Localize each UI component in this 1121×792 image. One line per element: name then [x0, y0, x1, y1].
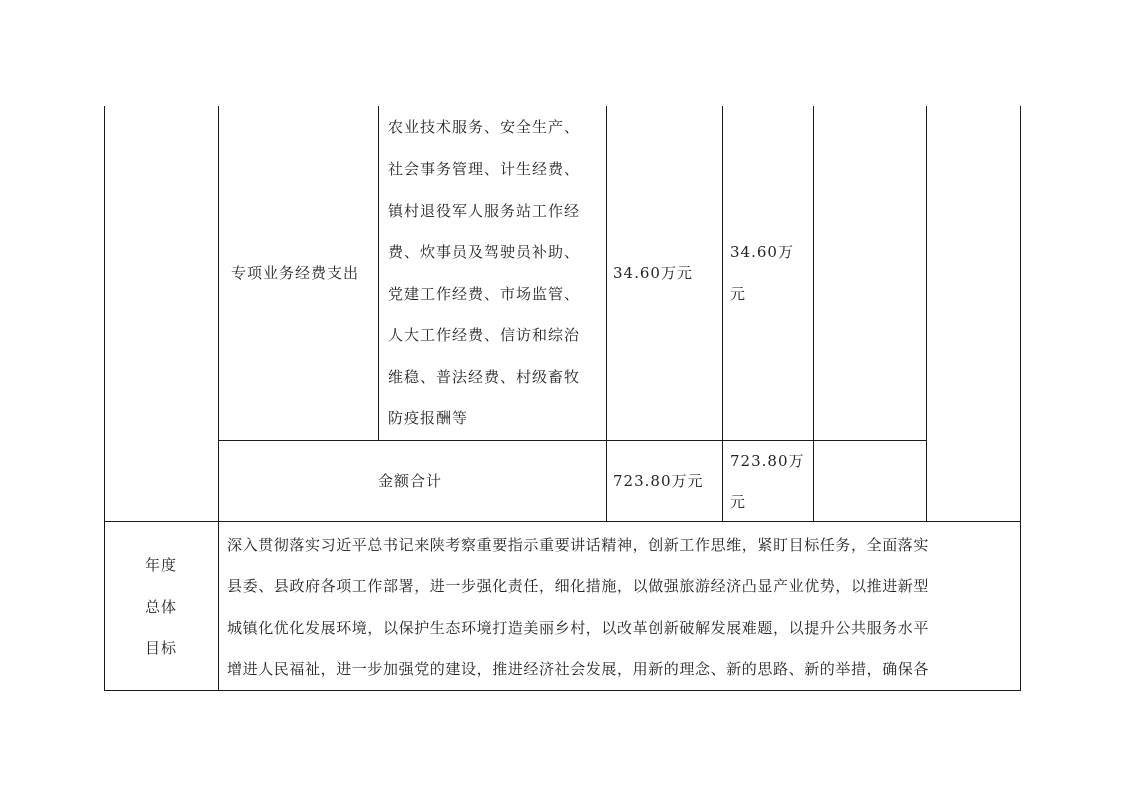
annual-goal-label-line: 目标: [145, 639, 178, 657]
table-border-right: [1020, 106, 1021, 691]
annual-goal-text-line: 城镇化优化发展环境，以保护生态环境打造美丽乡村，以改革创新破解发展难题，以提升公共服务水平: [227, 619, 930, 637]
annual-goal-text-line: 增进人民福祉，进一步加强党的建设，推进经济社会发展，用新的理念、新的思路、新的举措，确保各: [227, 660, 930, 678]
table-divider-col3: [606, 106, 607, 522]
table-divider-col1: [218, 106, 219, 691]
special-expense-amount2-line1: 34.60万: [730, 243, 794, 261]
total-amount2-line1: 723.80万: [730, 452, 805, 470]
special-expense-amount2-line2: 元: [730, 285, 747, 303]
annual-goal-text-line: 深入贯彻落实习近平总书记来陕考察重要指示重要讲话精神，创新工作思维，紧盯目标任务，全面落实: [227, 536, 930, 554]
total-amount: 723.80万元: [613, 472, 704, 490]
table-row-divider-goal: [104, 521, 1021, 522]
special-expense-content-line: 党建工作经费、市场监管、: [388, 285, 581, 303]
special-expense-content-line: 防疫报酬等: [388, 409, 469, 427]
table-divider-col4: [722, 106, 723, 522]
total-amount2-line2: 元: [730, 493, 747, 511]
table-border-left: [104, 106, 105, 691]
table-divider-col2: [378, 106, 379, 441]
special-expense-amount: 34.60万元: [613, 264, 693, 282]
special-expense-content-line: 人大工作经费、信访和综治: [388, 326, 581, 344]
special-expense-content-line: 社会事务管理、计生经费、: [388, 160, 581, 178]
total-label: 金额合计: [378, 472, 443, 490]
table-divider-col6: [926, 106, 927, 522]
table-border-bottom: [104, 690, 1021, 691]
annual-goal-label-line: 总体: [145, 598, 178, 616]
special-expense-label: 专项业务经费支出: [231, 264, 360, 282]
special-expense-content-line: 维稳、普法经费、村级畜牧: [388, 368, 581, 386]
table-divider-col5: [813, 106, 814, 522]
annual-goal-text-line: 县委、县政府各项工作部署，进一步强化责任，细化措施，以做强旅游经济凸显产业优势，以推进新型: [227, 577, 930, 595]
table-row-divider-total: [218, 440, 927, 441]
special-expense-content-line: 费、炊事员及驾驶员补助、: [388, 243, 581, 261]
special-expense-content-line: 农业技术服务、安全生产、: [388, 118, 581, 136]
special-expense-content-line: 镇村退役军人服务站工作经: [388, 202, 581, 220]
annual-goal-label-line: 年度: [145, 556, 178, 574]
